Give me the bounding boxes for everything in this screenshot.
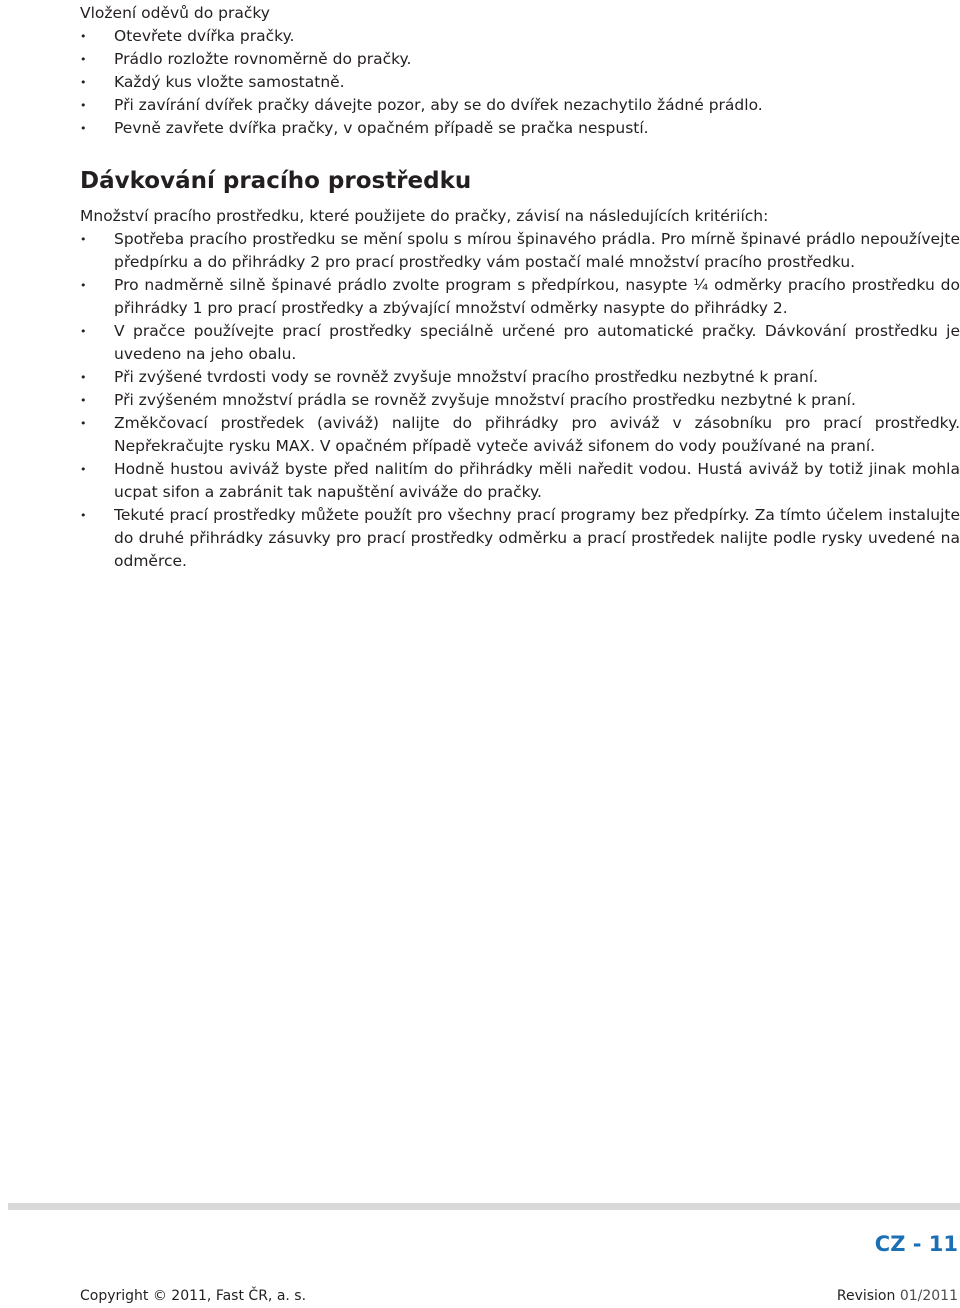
dosing-intro: Množství pracího prostředku, které použijete do pračky, závisí na následujících kritériích: — [80, 207, 769, 225]
revision-label: Revision — [836, 1288, 896, 1304]
list-item: • Spotřeba pracího prostředku se mění spolu s mírou špinavého prádla. Pro mírně špinavé prádlo nepoužívejte předpírku a do přihrádky 2 pro prací prostředky vám postačí malé množství pracího prostředku. — [80, 228, 960, 274]
list-item: • Při zvýšeném množství prádla se rovněž zvyšuje množství pracího prostředku nezbytné k praní. — [80, 389, 960, 412]
revision-info — [837, 1288, 958, 1304]
list-item: • Při zvýšené tvrdosti vody se rovněž zvyšuje množství pracího prostředku nezbytné k praní. — [80, 366, 960, 389]
list-item: • Pro nadměrně silně špinavé prádlo zvolte program s předpírkou, nasypte ¼ odměrky pracího prostředku do přihrádky 1 pro prací prostředky a zbývající množství odměrky nasypte do přihrádky 2. — [80, 274, 960, 320]
list-item: • V pračce používejte prací prostředky speciálně určené pro automatické pračky. Dávkování prostředku je uvedeno na jeho obalu. — [80, 320, 960, 366]
copyright-notice: Copyright © 2011, Fast ČR, a. s. — [80, 1288, 307, 1304]
list-item: • Každý kus vložte samostatně. — [80, 71, 960, 94]
section-title-dosing: Dávkování pracího prostředku — [80, 168, 472, 194]
list-item: • Hodně hustou aviváž byste před nalitím do přihrádky měli naředit vodou. Hustá aviváž by totiž jinak mohla ucpat sifon a zabránit tak napuštění aviváže do pračky. — [80, 458, 960, 504]
page-content — [80, 2, 960, 573]
dosing-criteria-list — [80, 228, 960, 573]
revision-number: 01/2011 — [899, 1288, 958, 1304]
list-item: • Při zavírání dvířek pračky dávejte pozor, aby se do dvířek nezachytilo žádné prádlo. — [80, 94, 960, 117]
list-item: • Tekuté prací prostředky můžete použít pro všechny prací programy bez předpírky. Za tímto účelem instalujte do druhé přihrádky zásuvky pro prací prostředky odměrku a prací prostředek nalijte podle rysky uvedené na odměrce. — [80, 504, 960, 573]
loading-steps-list — [80, 25, 960, 140]
section-heading-loading: Vložení oděvů do pračky — [80, 4, 270, 22]
list-item: • Otevřete dvířka pračky. — [80, 25, 960, 48]
page-number: CZ - 11 — [874, 1232, 958, 1256]
footer-divider — [8, 1203, 960, 1210]
list-item: • Prádlo rozložte rovnoměrně do pračky. — [80, 48, 960, 71]
list-item: • Pevně zavřete dvířka pračky, v opačném případě se pračka nespustí. — [80, 117, 960, 140]
list-item: • Změkčovací prostředek (aviváž) nalijte do přihrádky pro aviváž v zásobníku pro prací prostředky. Nepřekračujte rysku MAX. V opačném případě vyteče aviváž sifonem do vody používané na praní. — [80, 412, 960, 458]
